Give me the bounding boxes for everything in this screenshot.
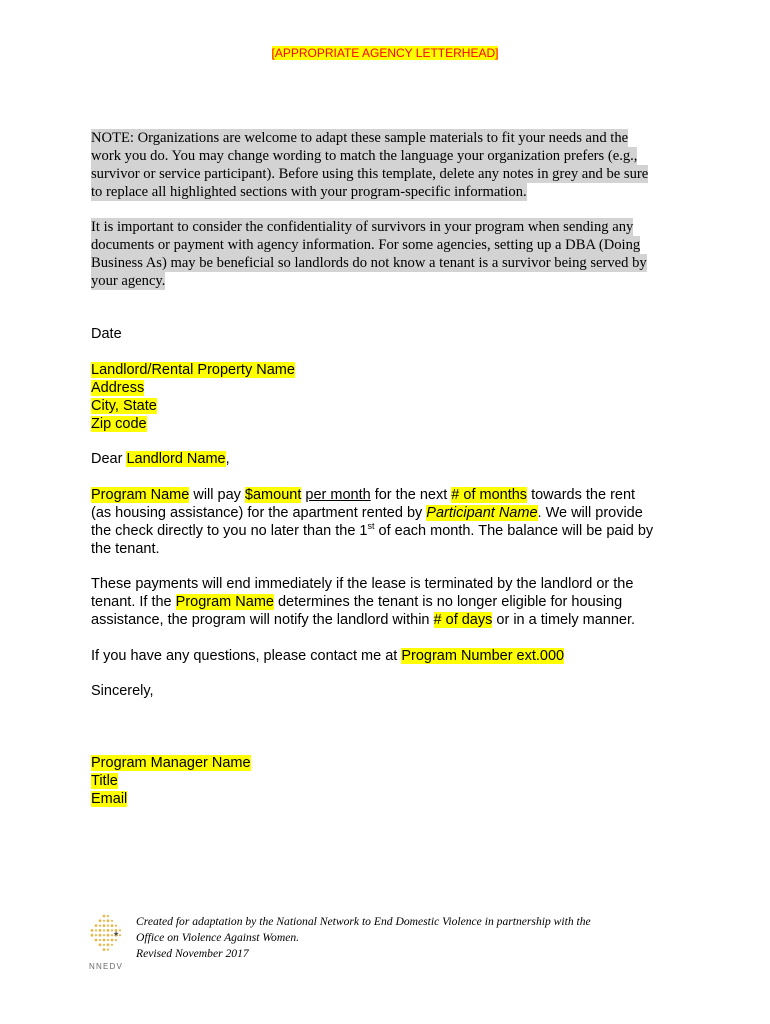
termination-paragraph: These payments will end immediately if the lease is terminated by the landlord or the tenant. If the Program Name determines the tenant is no longer eligible for housing assistance, the program will notify the landlord within # of days or in a timely manner.	[91, 576, 636, 628]
logo-dot	[99, 929, 102, 932]
logo-dot	[91, 934, 94, 937]
logo-dot	[99, 943, 102, 946]
logo-dot-pattern	[91, 915, 122, 951]
amount-field: $amount	[244, 487, 302, 503]
logo-dot	[107, 925, 109, 927]
footer-line: Created for adaptation by the National Network to End Domestic Violence in partnership with the	[136, 915, 591, 928]
landlord-name: Landlord Name	[126, 451, 226, 467]
footer-credit	[136, 914, 591, 962]
logo-dot	[99, 939, 101, 941]
street-address: Address	[91, 380, 145, 396]
logo-dot	[115, 939, 117, 941]
logo-dot	[115, 925, 117, 927]
logo-dot	[107, 949, 109, 951]
program-name: Program Name	[175, 594, 274, 610]
note-line: It is important to consider the confidentiality of survivors in your program when sending any	[91, 219, 634, 235]
note-line: documents or payment with agency information. For some agencies, setting up a DBA (Doing	[91, 237, 641, 253]
logo-dot	[103, 915, 106, 918]
note-paragraph-1	[91, 129, 681, 201]
logo-dot	[95, 929, 97, 931]
nnedv-logo	[88, 912, 128, 972]
program-name: Program Name	[91, 487, 190, 503]
letterhead-placeholder: [APPROPRIATE AGENCY LETTERHEAD]	[271, 46, 499, 60]
logo-dot	[99, 925, 101, 927]
logo-dot	[107, 915, 109, 917]
program-number: Program Number ext.000	[401, 648, 565, 664]
logo-wordmark: NNEDV	[89, 962, 124, 971]
property-name: Landlord/Rental Property Name	[91, 362, 295, 378]
logo-dot	[95, 939, 98, 942]
logo-dot	[103, 934, 105, 936]
participant-name: Participant Name	[426, 505, 538, 521]
note-line: Business As) may be beneficial so landlords do not know a tenant is a survivor being served by	[91, 255, 647, 271]
note-line: to replace all highlighted sections with your program-specific information.	[91, 184, 527, 200]
note-line: work you do. You may change wording to match the language your organization prefers (e.g.,	[91, 148, 638, 164]
star-icon: ★	[113, 930, 120, 938]
logo-dot	[107, 943, 110, 946]
logo-dot	[99, 919, 102, 922]
manager-title: Title	[91, 773, 118, 789]
logo-dot	[107, 929, 110, 932]
logo-dot	[103, 920, 105, 922]
logo-dot	[107, 934, 110, 937]
footer-line: Office on Violence Against Women.	[136, 931, 300, 944]
payment-paragraph: Program Name will pay $amount per month for the next # of months towards the rent (as housing assistance) for the apartment rented by Participant Name. We will provide the check directly to you no later than the 1st of each month. The balance will be paid by the tenant.	[91, 487, 654, 557]
days-field: # of days	[433, 612, 493, 628]
note-line: survivor or service participant). Before using this template, delete any notes in grey and be sure	[91, 166, 649, 182]
recipient-address	[91, 361, 295, 433]
manager-name: Program Manager Name	[91, 755, 251, 771]
zip-code: Zip code	[91, 416, 147, 432]
signature-block	[91, 754, 251, 808]
logo-dot	[95, 924, 98, 927]
logo-dot	[111, 944, 113, 946]
logo-dot	[103, 948, 106, 951]
note-paragraph-2	[91, 218, 681, 290]
logo-dot	[103, 929, 105, 931]
logo-dot	[99, 934, 102, 937]
city-state: City, State	[91, 398, 157, 414]
note-line: NOTE: Organizations are welcome to adapt these sample materials to fit your needs and the	[91, 130, 629, 146]
logo-dot	[107, 939, 109, 941]
footer-line: Revised November 2017	[136, 947, 249, 960]
salutation: Dear Landlord Name,	[91, 451, 230, 467]
months-field: # of months	[451, 487, 528, 503]
note-line: your agency.	[91, 273, 166, 289]
logo-dot	[103, 939, 106, 942]
logo-dot	[111, 924, 114, 927]
logo-dot	[95, 934, 97, 936]
manager-email: Email	[91, 791, 128, 807]
contact-paragraph: If you have any questions, please contact me at Program Number ext.000	[91, 648, 565, 664]
logo-dot	[91, 929, 94, 932]
logo-dot	[107, 919, 110, 922]
logo-dot	[111, 939, 114, 942]
date-line: Date	[91, 326, 122, 342]
logo-dot	[111, 920, 113, 922]
closing: Sincerely,	[91, 683, 154, 699]
logo-dot	[103, 944, 105, 946]
logo-dot	[103, 924, 106, 927]
